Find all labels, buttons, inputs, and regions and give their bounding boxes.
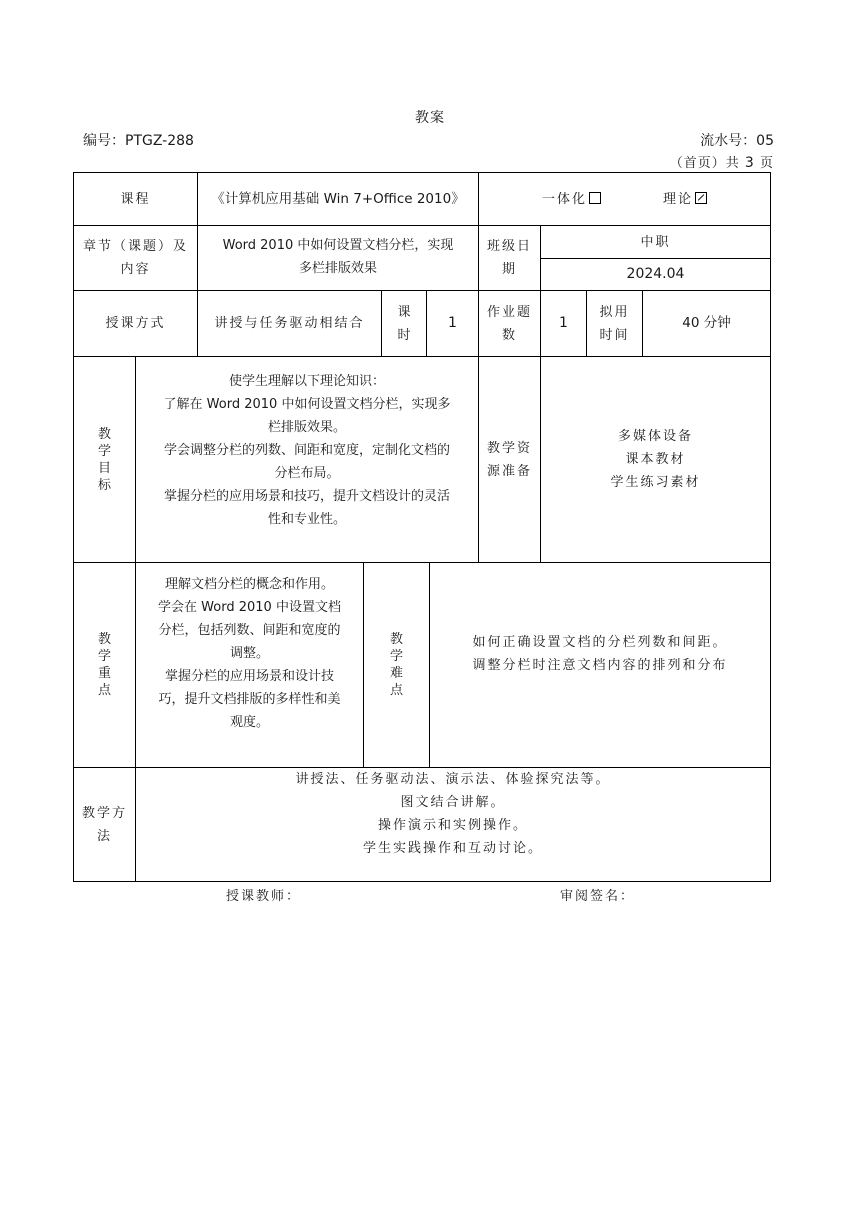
teaching-goal-label: 教 学 目 标 bbox=[97, 426, 111, 493]
difficult-points-content: 如何正确设置文档的分栏列数和间距。 调整分栏时注意文档内容的排列和分布 bbox=[472, 635, 728, 673]
date-value: 2024.04 bbox=[626, 266, 685, 282]
teaching-methods-label: 教学方 法 bbox=[81, 805, 127, 844]
serial-number: 流水号：05 bbox=[700, 133, 774, 149]
planned-time-label: 拟用 时间 bbox=[599, 304, 630, 343]
teaching-method-label: 授课方式 bbox=[105, 316, 166, 331]
document-number: 编号：PTGZ-288 bbox=[83, 133, 194, 149]
course-type-options bbox=[479, 173, 770, 225]
class-hours-value: 1 bbox=[448, 315, 457, 331]
page-info-suffix: 页 bbox=[759, 156, 774, 171]
resource-prep-label: 教学资 源准备 bbox=[486, 440, 532, 479]
course-name: 《计算机应用基础 Win 7+Office 2010》 bbox=[211, 190, 465, 207]
homework-count-label: 作业题 数 bbox=[486, 304, 532, 343]
page-info bbox=[670, 152, 774, 171]
teaching-method-value: 讲授与任务驱动相结合 bbox=[214, 316, 365, 331]
class-hours-label: 课 时 bbox=[397, 304, 411, 343]
checkbox-theory-checked-icon[interactable] bbox=[695, 192, 707, 204]
class-value: 中职 bbox=[640, 234, 671, 250]
planned-time-value: 40 分钟 bbox=[682, 315, 731, 331]
course-label: 课程 bbox=[120, 191, 151, 207]
checkbox-integrated-icon[interactable] bbox=[589, 192, 601, 204]
difficult-points-label: 教 学 难 点 bbox=[389, 632, 403, 698]
document-title: 教案 bbox=[415, 110, 445, 126]
chapter-label: 章节（课题）及 内容 bbox=[82, 239, 188, 277]
resource-prep-content: 多媒体设备 课本教材 学生练习素材 bbox=[610, 429, 701, 490]
key-points-content: 理解文档分栏的概念和作用。 学会在 Word 2010 中设置文档 分栏，包括列数、间距和宽度的 调整。 掌握分栏的应用场景和设计技 巧，提升文档排版的多样性和美 观度。 bbox=[158, 577, 341, 730]
class-date-label: 班级日 期 bbox=[486, 239, 532, 277]
option-integrated[interactable]: 一体化 bbox=[542, 188, 601, 211]
key-points-label: 教 学 重 点 bbox=[97, 632, 111, 698]
page-count: 3 bbox=[744, 155, 755, 171]
teaching-goal-content: 使学生理解以下理论知识： 了解在 Word 2010 中如何设置文档分栏，实现多 栏排版效果。 学会调整分栏的列数、间距和宽度，定制化文档的 分栏布局。 掌握分栏的应用场景和技巧，提升文档设计的灵活 性和专业性。 bbox=[163, 374, 451, 527]
page-info-prefix: （首页）共 bbox=[669, 156, 740, 171]
reviewer-signature-label: 审阅签名： bbox=[560, 889, 636, 904]
homework-count-value: 1 bbox=[559, 315, 568, 331]
teacher-signature-label: 授课教师： bbox=[226, 889, 302, 904]
teaching-methods-content: 讲授法、任务驱动法、演示法、体验探究法等。 图文结合讲解。 操作演示和实例操作。 学生实践操作和互动讨论。 bbox=[295, 772, 611, 856]
option-theory[interactable]: 理论 bbox=[663, 188, 707, 211]
chapter-content: Word 2010 中如何设置文档分栏，实现 多栏排版效果 bbox=[222, 238, 454, 276]
